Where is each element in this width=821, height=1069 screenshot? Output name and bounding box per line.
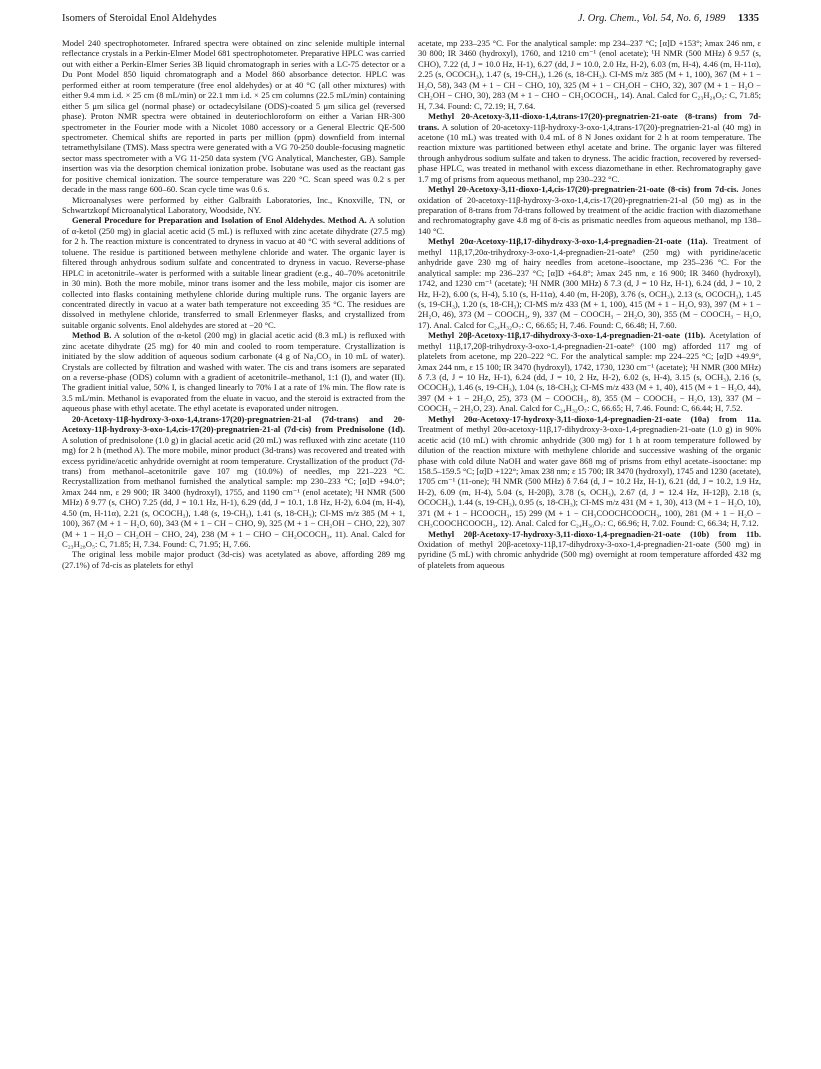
paragraph-text: A solution of 20-acetoxy-11β-hydroxy-3-oxo-1,4,trans-17(20)-pregnatrien-21-al (40 mg) in acetone (10 mL) was treated with 0.4 mL of 8 N Jones oxidant for 2 h at room temperature. The reaction mixture was partitioned between ethyl acetate and brine. The organic layer was filtered through anhydrous sodium sulfate and taken to dryness. The acidic fraction, recovered by reversed-phase HPLC, was treated in methanol with excess diazomethane in ether. Rechromatography gave 1.7 mg of prisms from aqueous methanol, mp 230–232 °C. xyxy=(418,121,761,184)
paragraph-text: A solution of α-ketol (250 mg) in glacial acetic acid (5 mL) is refluxed with zinc acetate dihydrate (27.5 mg) for 2 h. The reaction mixture is concentrated to dryness in vacuo at 40 °C with several additions of toluene. The residue is partitioned between methylene chloride and water. The organic layer is filtered through anhydrous sodium sulfate and concentrated to dryness in vacuo. Reverse-phase HPLC in acetonitrile–water is performed with a suitable linear gradient (e.g., 40–70% acetonitrile in 30 min). Both the more mobile, minor trans isomer and the less mobile, major cis isomer are collected into flasks containing methylene chloride during multiple runs. The organic layers are concentrated directly in vacuo at a water bath temperature not exceeding 35 °C. The residues are dissolved in methylene chloride, transferred to small Erlenmeyer flasks, and crystallized from suitable organic solvents. Enol aldehydes are stored at −20 °C. xyxy=(62,215,405,330)
paragraph-text: Oxidation of methyl 20β-acetoxy-11β,17-dihydroxy-3-oxo-1,4-pregnadien-21-oate (500 mg) in pyridine (5 mL) with chromic anhydride (500 mg) overnight at room temperature afforded 432 mg of platelets from aqueous xyxy=(418,539,761,570)
paragraph-heading: 20-Acetoxy-11β-hydroxy-3-oxo-1,4,trans-17(20)-pregnatrien-21-al (7d-trans) and 20-Acetoxy-11β-hydroxy-3-oxo-1,4,cis-17(20)-pregnatrien-21-al (7d-cis) from Prednisolone (1d). xyxy=(62,413,405,435)
paragraph xyxy=(62,195,405,216)
paragraph-text: acetate, mp 233–235 °C. For the analytical sample: mp 234–237 °C; [α]D +153°; λmax 246 nm, ε 30 800; IR 3460 (hydroxyl), 1760, and 1210 cm⁻¹ (enol acetate); ¹H NMR (500 MHz) δ 9.57 (s, CHO), 7.22 (d, J = 10.0 Hz, H-1), 6.27 (dd, J = 10.0, 2.0 Hz, H-2), 6.03 (m, H-4), 4.46 (m, H-11α), 2.25 (s, OCOCH₃), 1.47 (s, 19-CH₃), 1.26 (s, 18-CH₃). CI-MS m/z 385 (M + 1, 100), 367 (M + 1 − H₂O, 58), 343 (M + 1 − CH − CHO, 10), 325 (M + 1 − CH₂OH − CHO, 32), 307 (M + 1 − H₂O − CH₂OH − CHO, 30), 283 (M + 1 − CHO − CH₂OCOCH₃, 14). Anal. Calcd for C₂₃H₂₈O₅: C, 71.85; H, 7.34. Found: C, 72.19; H, 7.64. xyxy=(418,38,761,111)
paragraph xyxy=(418,330,761,414)
right-column xyxy=(418,38,761,570)
paragraph-heading: General Procedure for Preparation and Isolation of Enol Aldehydes. Method A. xyxy=(72,215,367,226)
paragraph-text: A solution of the α-ketol (200 mg) in glacial acetic acid (8.3 mL) is refluxed with zinc acetate dihydrate (25 mg) for 40 min and cooled to room temperature. Crystallization is initiated by the slow addition of aqueous sodium carbonate (4 g of Na₂CO₃ in 10 mL of water). Crystals are collected by filtration and washed with water. The cis and trans isomers are separated on a reverse-phase (ODS) column with a gradient of acetonitrile–methanol, 1:1 (I), and water (II). The gradient initial value, 50% I, is changed linearly to 70% I at a rate of 1% min. The flow rate is 3.5 mL/min. Methanol is evaporated from the eluate in vacuo, and the steroid is extracted from the aqueous phase with ethyl acetate. The ethyl acetate is evaporated under nitrogen. xyxy=(62,330,405,414)
paragraph xyxy=(62,38,405,195)
paragraph-heading: Methyl 20α-Acetoxy-11β,17-dihydroxy-3-oxo-1,4-pregnadien-21-oate (11a). xyxy=(428,236,708,247)
paragraph xyxy=(62,414,405,550)
paragraph-text: Model 240 spectrophotometer. Infrared spectra were obtained on zinc selenide multiple internal reflectance crystals in a Perkin-Elmer Model 681 spectrophotometer. Preparative HPLC was carried out with either a Perkin-Elmer Series 3B liquid chromatograph in series with a LC-75 detector or a Du Pont Model 850 liquid chromatograph and a Model 860 absorbance detector. HPLC was performed either at room temperature (free enol aldehydes) or at 40 °C (all other mixtures) with either 9.4 mm i.d. × 25 cm (8 mL/min) or 22.1 mm i.d. × 25 cm columns (22.5 mL/min) containing either 5 μm silica gel (normal phase) or octadecylsilane (ODS)-coated 5 μm silica gel (reversed phase). Proton NMR spectra were obtained in deuteriochloroform on either a Varian HR-300 spectrometer in the Fourier mode with a Nicolet 1080 accessory or a General Electric QE-500 spectrometer. Chemical shifts are reported in parts per million (ppm) downfield from internal tetramethylsilane (TMS). Mass spectra were generated with a VG 70-250 double-focusing magnetic sector mass spectrometer with a VG 11-250 data system (VG Analytical, Manchester, GB). Sample insertion was via the desorption chemical ionization probe. Isobutane was used as the reactant gas for positive chemical ionization. The source temperature was 220 °C. Scan speed was 0.2 s per decade in the mass range 600–60. Scan cycle time was 0.6 s. xyxy=(62,38,405,195)
paragraph-heading: Methyl 20-Acetoxy-3,11-dioxo-1,4,cis-17(20)-pregnatrien-21-oate (8-cis) from 7d-cis. xyxy=(428,184,739,195)
running-title: Isomers of Steroidal Enol Aldehydes xyxy=(62,13,217,24)
paragraph-heading: Methyl 20β-Acetoxy-11β,17-dihydroxy-3-oxo-1,4-pregnadien-21-oate (11b). xyxy=(428,330,706,341)
paragraph-text: Jones oxidation of 20-acetoxy-11β-hydroxy-3-oxo-1,4,cis-17(20)-pregnatrien-21-al (50 mg) as in the preparation of 8-trans from 7d-trans followed by treatment of the acidic fraction with diazomethane and rechromatography gave 4.8 mg of 8-cis as prismatic needles from aqueous methanol, mp 138–140 °C. xyxy=(418,184,762,236)
paragraph-heading: Methyl 20-Acetoxy-3,11-dioxo-1,4,trans-17(20)-pregnatrien-21-oate (8-trans) from 7d-trans. xyxy=(418,111,761,132)
paragraph-text: Treatment of methyl 11β,17,20α-trihydroxy-3-oxo-1,4-pregnadien-21-oate⁶ (250 mg) with pyridine/acetic anhydride gave 230 mg of hairy needles from acetone–isooctane, mp 235–236 °C. For the analytical sample: mp 236–237 °C; [α]D +64.8°; λmax 245 nm, ε 16 900; IR 3460 (hydroxyl), 1742, and 1230 cm⁻¹ (acetate); ¹H NMR (300 MHz) δ 7.3 (d, J = 10 Hz, H-1), 6.24 (dd, J = 10, 2 Hz, H-2), 6.00 (s, H-4), 5.10 (s, H-11α), 4.40 (m, H-20β), 3.76 (s, OCH₃), 2.13 (s, OCOCH₃), 1.45 (s, 19-CH₃), 1.20 (s, 18-CH₃); CI-MS m/z 433 (M + 1, 100), 415 (M + 1 − H₂O, 93), 397 (M + 1 − 2H₂O, 46), 373 (M − COOCH₃, 9), 337 (M − COOCH₃ − 2H₂O, 30), 355 (M − COOCH₃ − H₂O, 17). Anal. Calcd for C₂₄H₃₂O₇: C, 66.65; H, 7.46. Found: C, 66.48; H, 7.60. xyxy=(418,236,762,330)
left-column xyxy=(62,38,405,570)
paragraph xyxy=(418,236,761,330)
paragraph xyxy=(62,549,405,570)
paragraph xyxy=(62,330,405,414)
paragraph xyxy=(418,529,761,571)
journal-name: J. Org. Chem., Vol. 54, No. 6, 1989 xyxy=(577,13,726,24)
paragraph-text: Microanalyses were performed by either Galbraith Laboratories, Inc., Knoxville, TN, or Schwartzkopf Microanalytical Laboratory, Woodside, NY. xyxy=(62,194,405,215)
paragraph-heading: Method B. xyxy=(72,330,112,341)
paragraph-text: The original less mobile major product (3d-cis) was acetylated as above, affording 289 mg (27.1%) of 7d-cis as platelets for ethyl xyxy=(62,549,405,570)
paragraph xyxy=(418,184,761,236)
paragraph-heading: Methyl 20β-Acetoxy-17-hydroxy-3,11-dioxo-1,4-pregnadien-21-oate (10b) from 11b. xyxy=(428,528,761,539)
paragraph xyxy=(418,111,761,184)
running-header xyxy=(62,13,759,29)
paragraph-heading: Methyl 20α-Acetoxy-17-hydroxy-3,11-dioxo-1,4-pregnadien-21-oate (10a) from 11a. xyxy=(428,413,761,424)
paragraph xyxy=(62,215,405,330)
paragraph-text: Acetylation of methyl 11β,17,20β-trihydroxy-3-oxo-1,4-pregnadien-21-oate⁶ (100 mg) afforded 117 mg of platelets from acetone, mp 220–222 °C. For the analytical sample: mp 224–225 °C; [α]D +49.9°, λmax 244 nm, ε 15 100; IR 3470 (hydroxyl), 1742, 1730, 1230 cm⁻¹ (acetate); ¹H NMR (300 MHz) δ 7.3 (d, J = 10 Hz, H-1), 6.24 (dd, J = 10, 2 Hz, H-2), 6.02 (s, H-4), 3.15 (s, OCH₃), 2.16 (s, OCOCH₃), 1.46 (s, 19-CH₃), 1.04 (s, 18-CH₃); CI-MS m/z 433 (M + 1, 40), 415 (M + 1 − H₂O, 44), 397 (M + 1 − 2H₂O, 25), 373 (M − COOCH₃, 8), 355 (M − COOCH₃ − H₂O, 13), 337 (M − COOCH₃ − 2H₂O, 23). Anal. Calcd for C₂₄H₃₂O₇: C, 66.65; H, 7.46. Found: C, 66.44; H, 7.52. xyxy=(418,330,761,414)
paragraph-text: Treatment of methyl 20α-acetoxy-11β,17-dihydroxy-3-oxo-1,4-pregnadien-21-oate (1.0 g) in 90% acetic acid (10 mL) with chromic anhydride (300 mg) for 1 h at room temperature followed by dilution of the reaction mixture with methylene chloride and successive washing of the organic phase with cold dilute NaOH and water gave 868 mg of prisms from ethyl acetate–isooctane: mp 158.5–159.5 °C; [α]D +122°; λmax 238 nm; ε 15 700; IR 3470 (hydroxyl), 1745 and 1230 (acetate), 1705 cm⁻¹ (11-one); ¹H NMR (500 MHz) δ 7.64 (d, J = 10.2 Hz, H-1), 6.21 (dd, J = 10.2, 1.9 Hz, H-2), 6.09 (m, H-4), 5.04 (s, H-20β), 3.78 (s, OCH₃), 2.67 (d, J = 12.4 Hz, H-12β), 2.18 (s, OCOCH₃), 1.44 (s, 19-CH₃), 0.95 (s, 18-CH₃); CI-MS m/z 431 (M + 1, 30), 413 (M + 1 − H₂O, 10), 371 (M + 1 − HCOOCH₃, 15) 299 (M + 1 − CH₃COOCHCOOCH₃, 100), 281 (M + 1 − H₂O − CH₃COOCHCOOCH₃, 12). Anal. Calcd for C₂₄H₃₀O₇: C, 66.96; H, 7.02. Found: C, 66.34; H, 7.12. xyxy=(418,424,761,529)
paragraph xyxy=(418,38,761,111)
journal-citation xyxy=(578,13,759,24)
paragraph-text: A solution of prednisolone (1.0 g) in glacial acetic acid (20 mL) was refluxed with zinc acetate (110 mg) for 2 h (method A). The more mobile, minor product (3d-trans) was recovered and treated with excess pyridine/acetic anhydride overnight at room temperature. Crystallization of the product (7d-trans) from methanol–acetonitrile gave 107 mg (10.0%) of needles, mp 221–223 °C. Recrystallization from methanol furnished the analytical sample: mp 230–233 °C; [α]D +94.0°; λmax 244 nm, ε 29 900; IR 3400 (hydroxyl), 1755, and 1190 cm⁻¹ (enol acetate); ¹H NMR (500 MHz) δ 9.77 (s, CHO) 7.25 (dd, J = 10.1 Hz, H-1), 6.29 (dd, J = 10.1, 1.8 Hz, H-2), 6.04 (m, H-4), 4.50 (m, H-11α), 2.21 (s, OCOCH₃), 1.48 (s, 19-CH₃), 1.41 (s, 18-CH₃); CI-MS m/z 385 (M + 1, 100), 367 (M + 1 − H₂O, 60), 343 (M + 1 − CH − CHO, 9), 325 (M + 1 − CH₂OH − CHO, 22), 307 (M + 1 − H₂O − CH₂OH − CHO, 24), 238 (M + 1 − CHO − CH₂OCOCH₃, 11). Anal. Calcd for C₂₃H₂₈O₅: C, 71.85; H, 7.34. Found: C, 71.95; H, 7.66. xyxy=(62,434,405,549)
page-number: 1335 xyxy=(738,13,759,24)
paragraph xyxy=(418,414,761,529)
